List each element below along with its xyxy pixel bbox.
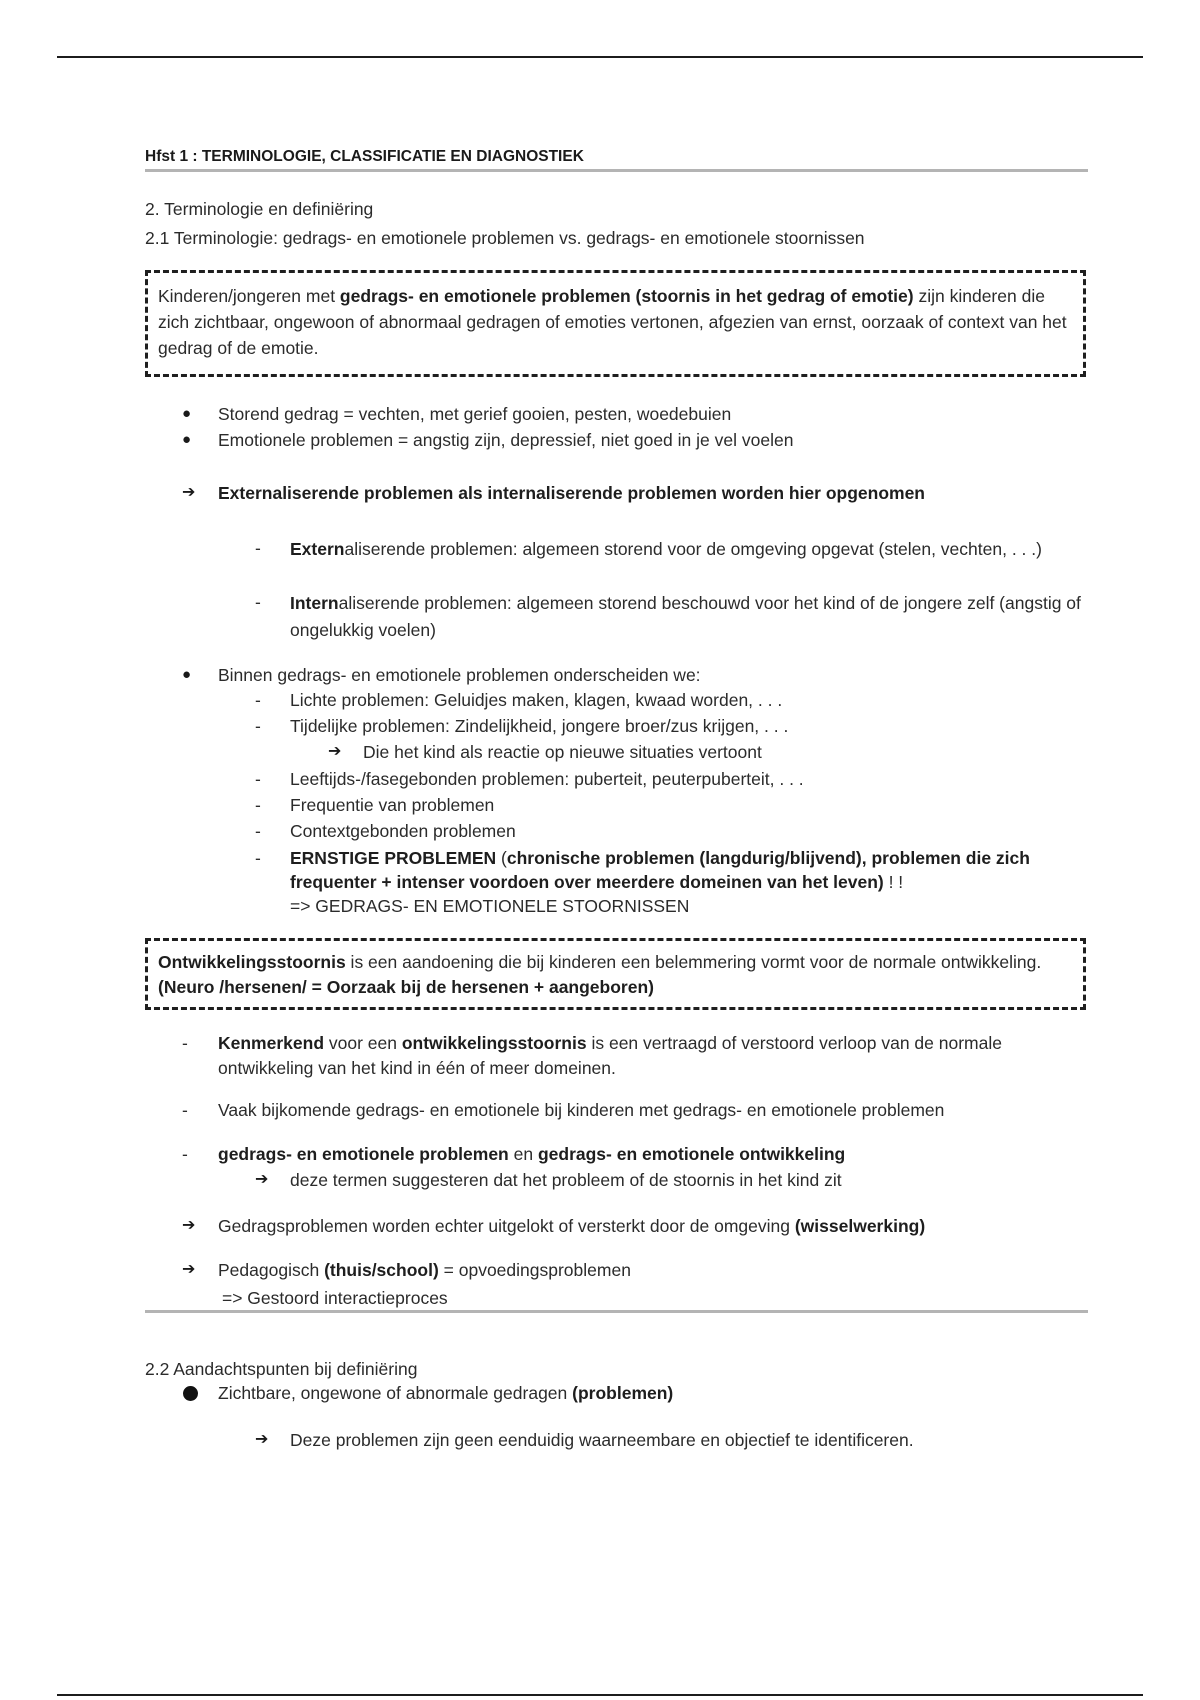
bullet-icon: ● [182, 405, 192, 422]
arrow-icon: ➔ [255, 1171, 269, 1188]
dash-icon: - [182, 1144, 188, 1164]
section-subtitle: 2.1 Terminologie: gedrags- en emotionele problemen vs. gedrags- en emotionele stoornissen [145, 228, 865, 248]
list-item: Zichtbare, ongewone of abnormale gedragen (problemen) [218, 1383, 674, 1403]
list-item: Tijdelijke problemen: Zindelijkheid, jongere broer/zus krijgen, . . . [290, 716, 789, 736]
dash-icon: - [182, 1100, 188, 1120]
chapter-heading: Hfst 1 : TERMINOLOGIE, CLASSIFICATIE EN DIAGNOSTIEK [145, 148, 584, 165]
list-item: Externaliserende problemen: algemeen storend voor de omgeving opgevat (stelen, vechten, . . .) [290, 539, 1042, 559]
list-item: Storend gedrag = vechten, met gerief gooien, pesten, woedebuien [218, 404, 732, 424]
dash-icon: - [255, 592, 261, 612]
box-bold: gedrags- en emotionele problemen (stoornis in het gedrag of emotie) [339, 286, 914, 306]
list-subitem: Deze problemen zijn geen eenduidig waarneembare en objectief te identificeren. [290, 1430, 914, 1450]
list-item: Kenmerkend voor een ontwikkelingsstoornis is een vertraagd of verstoord verloop van de normale ontwikkeling van het kind in één of meer domeinen. [218, 1033, 1002, 1078]
bullet-icon: ● [182, 431, 192, 448]
arrow-statement: Pedagogisch (thuis/school) = opvoedingsproblemen [218, 1260, 631, 1280]
arrow-icon: ➔ [182, 1217, 196, 1234]
list-item: Internaliserende problemen: algemeen storend beschouwd voor het kind of de jongere zelf (angstig of ongelukkig voelen) [290, 593, 1081, 640]
bullet-icon [183, 1386, 198, 1401]
section-title: 2. Terminologie en definiëring [145, 199, 374, 219]
list-item: Vaak bijkomende gedrags- en emotionele bij kinderen met gedrags- en emotionele problemen [218, 1100, 945, 1120]
list-item-ernstig: ERNSTIGE PROBLEMEN (chronische problemen (langdurig/blijvend), problemen die zich frequenter + intenser voordoen over meerdere domeinen van het leven) ! ! => GEDRAGS- EN EMOTIONELE STOORNISSEN [290, 848, 1030, 916]
dash-icon: - [255, 848, 261, 868]
development-disorder-box: Ontwikkelingsstoornis is een aandoening die bij kinderen een belemmering vormt voor de normale ontwikkeling. (Neuro /hersenen/ = Oorzaak bij de hersenen + aangeboren) [145, 938, 1086, 1010]
arrow-icon: ➔ [255, 1431, 269, 1448]
page-top-rule [57, 56, 1143, 58]
section-title: 2.2 Aandachtspunten bij definiëring [145, 1359, 418, 1379]
page-bottom-rule [57, 1694, 1143, 1696]
dash-icon: - [255, 821, 261, 841]
list-item: Leeftijds-/fasegebonden problemen: puberteit, peuterpuberteit, . . . [290, 769, 804, 789]
list-item: gedrags- en emotionele problemen en gedrags- en emotionele ontwikkeling [218, 1144, 846, 1164]
definition-box [145, 270, 1086, 377]
dash-icon: - [182, 1033, 188, 1053]
arrow-icon: ➔ [328, 743, 342, 760]
list-subitem: Die het kind als reactie op nieuwe situaties vertoont [363, 742, 762, 762]
list-item: Frequentie van problemen [290, 795, 495, 815]
list-item: Contextgebonden problemen [290, 821, 516, 841]
list-item: Lichte problemen: Geluidjes maken, klagen, kwaad worden, . . . [290, 690, 783, 710]
arrow-icon: ➔ [182, 484, 196, 501]
list-intro: Binnen gedrags- en emotionele problemen onderscheiden we: [218, 665, 701, 685]
arrow-statement: Externaliserende problemen als internaliserende problemen worden hier opgenomen [218, 483, 925, 503]
box-text: Kinderen/jongeren met [158, 286, 340, 306]
dash-icon: - [255, 716, 261, 736]
arrow-statement: Gedragsproblemen worden echter uitgelokt of versterkt door de omgeving (wisselwerking) [218, 1216, 926, 1236]
bullet-icon: ● [182, 666, 192, 683]
heading-underline [145, 169, 1088, 172]
list-item: Emotionele problemen = angstig zijn, depressief, niet goed in je vel voelen [218, 430, 794, 450]
dash-icon: - [255, 690, 261, 710]
dash-icon: - [255, 538, 261, 558]
section-divider [145, 1310, 1088, 1313]
list-subitem: deze termen suggesteren dat het probleem of de stoornis in het kind zit [290, 1170, 842, 1190]
ernstig-result: => GEDRAGS- EN EMOTIONELE STOORNISSEN [290, 896, 690, 916]
dash-icon: - [255, 795, 261, 815]
box-text: zijn kinderen die zich zichtbaar, ongewoon of abnormaal gedragen of emoties vertonen, afgezien van ernst, oorzaak of context van het gedrag of de emotie. [158, 286, 1067, 358]
arrow-icon: ➔ [182, 1261, 196, 1278]
dash-icon: - [255, 769, 261, 789]
arrow-sub-statement: => Gestoord interactieproces [222, 1288, 448, 1308]
